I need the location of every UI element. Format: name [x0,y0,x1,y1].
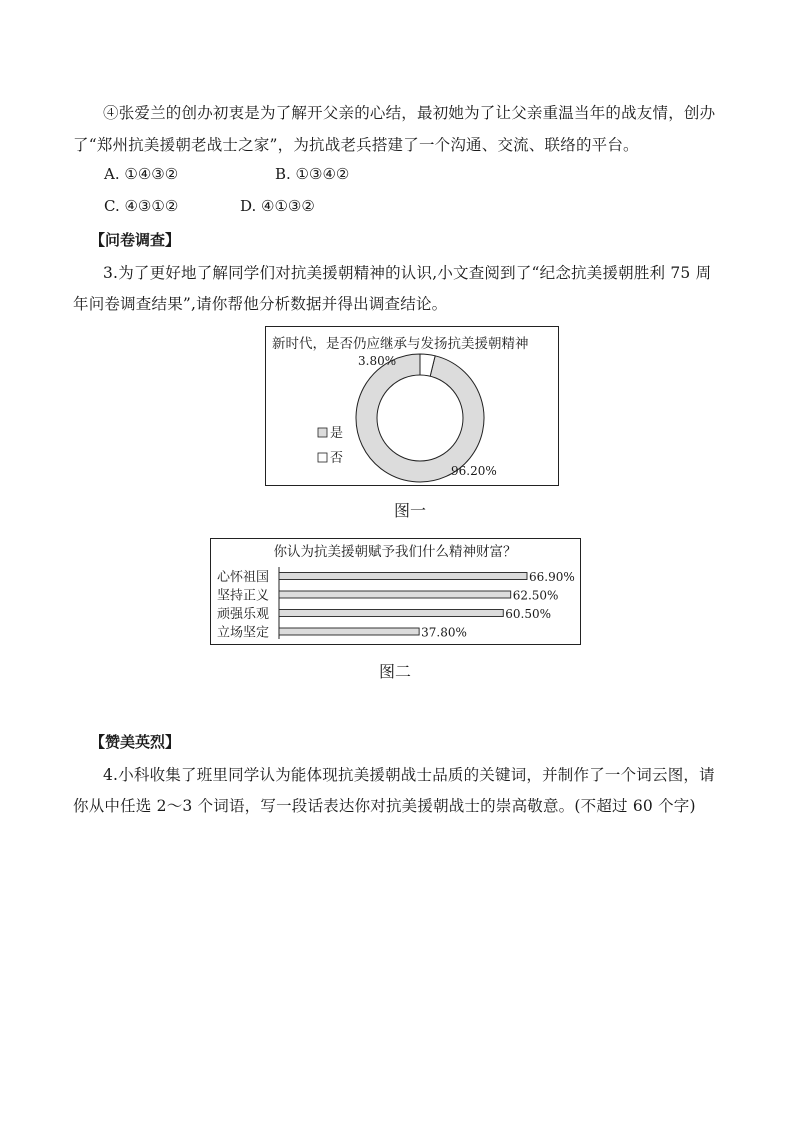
bar [279,591,511,598]
data-label-no: 3.80% [358,354,397,368]
figure-1-caption: 图一 [394,501,427,520]
bar-category-label: 坚持正义 [217,588,270,604]
figure-1-frame [265,326,559,486]
donut-hole [377,375,463,461]
bar-value-label: 60.50% [505,607,552,621]
bar-category-label: 顽强乐观 [217,607,270,622]
section-heading-praise: 【赞美英烈】 [90,733,181,751]
q2-text-line2: 了“郑州抗美援朝老战士之家”，为抗战老兵搭建了一个沟通、交流、联络的平台。 [73,136,639,154]
figure-2-caption: 图二 [379,662,412,681]
chart-2-title: 你认为抗美援朝赋予我们什么精神财富？ [273,544,517,560]
data-label-yes: 96.20% [451,464,497,478]
option-d: D. ④①③② [240,197,315,215]
q4-text-line2: 你从中任选 2～3 个词语，写一段话表达你对抗美援朝战士的崇高敬意。(不超过 60 个字) [73,797,696,815]
legend-swatch-no [318,453,327,462]
bar-chart [211,539,580,644]
legend-label-no: 否 [330,451,344,466]
q4-text-line1: 4.小科收集了班里同学认为能体现抗美援朝战士品质的关键词，并制作了一个词云图，请 [103,766,715,784]
section-heading-survey: 【问卷调查】 [90,231,181,249]
option-a: A. ①④③② [104,165,179,183]
q2-text-line1: ④张爱兰的创办初衷是为了解开父亲的心结，最初她为了让父亲重温当年的战友情，创办 [103,104,716,122]
figure-2-frame [210,538,581,645]
bar-category-label: 立场坚定 [217,625,270,641]
q3-text-line1: 3.为了更好地了解同学们对抗美援朝精神的认识,小文查阅到了“纪念抗美援朝胜利 75 周 [103,264,712,282]
bar-value-label: 66.90% [529,570,575,584]
option-b: B. ①③④② [275,165,350,183]
bar-value-label: 37.80% [421,625,467,640]
legend-swatch-yes [318,428,327,437]
option-c: C. ④③①② [104,197,179,215]
bar [279,573,527,580]
bar [279,610,503,617]
bar-category-label: 心怀祖国 [217,570,270,585]
chart-1-title: 新时代，是否仍应继承与发扬抗美援朝精神 [272,336,529,352]
legend-label-yes: 是 [330,426,344,441]
bar [279,628,419,635]
bar-value-label: 62.50% [512,588,559,603]
donut-chart [266,327,558,485]
q3-text-line2: 年问卷调查结果”,请你帮他分析数据并得出调查结论。 [73,295,448,313]
